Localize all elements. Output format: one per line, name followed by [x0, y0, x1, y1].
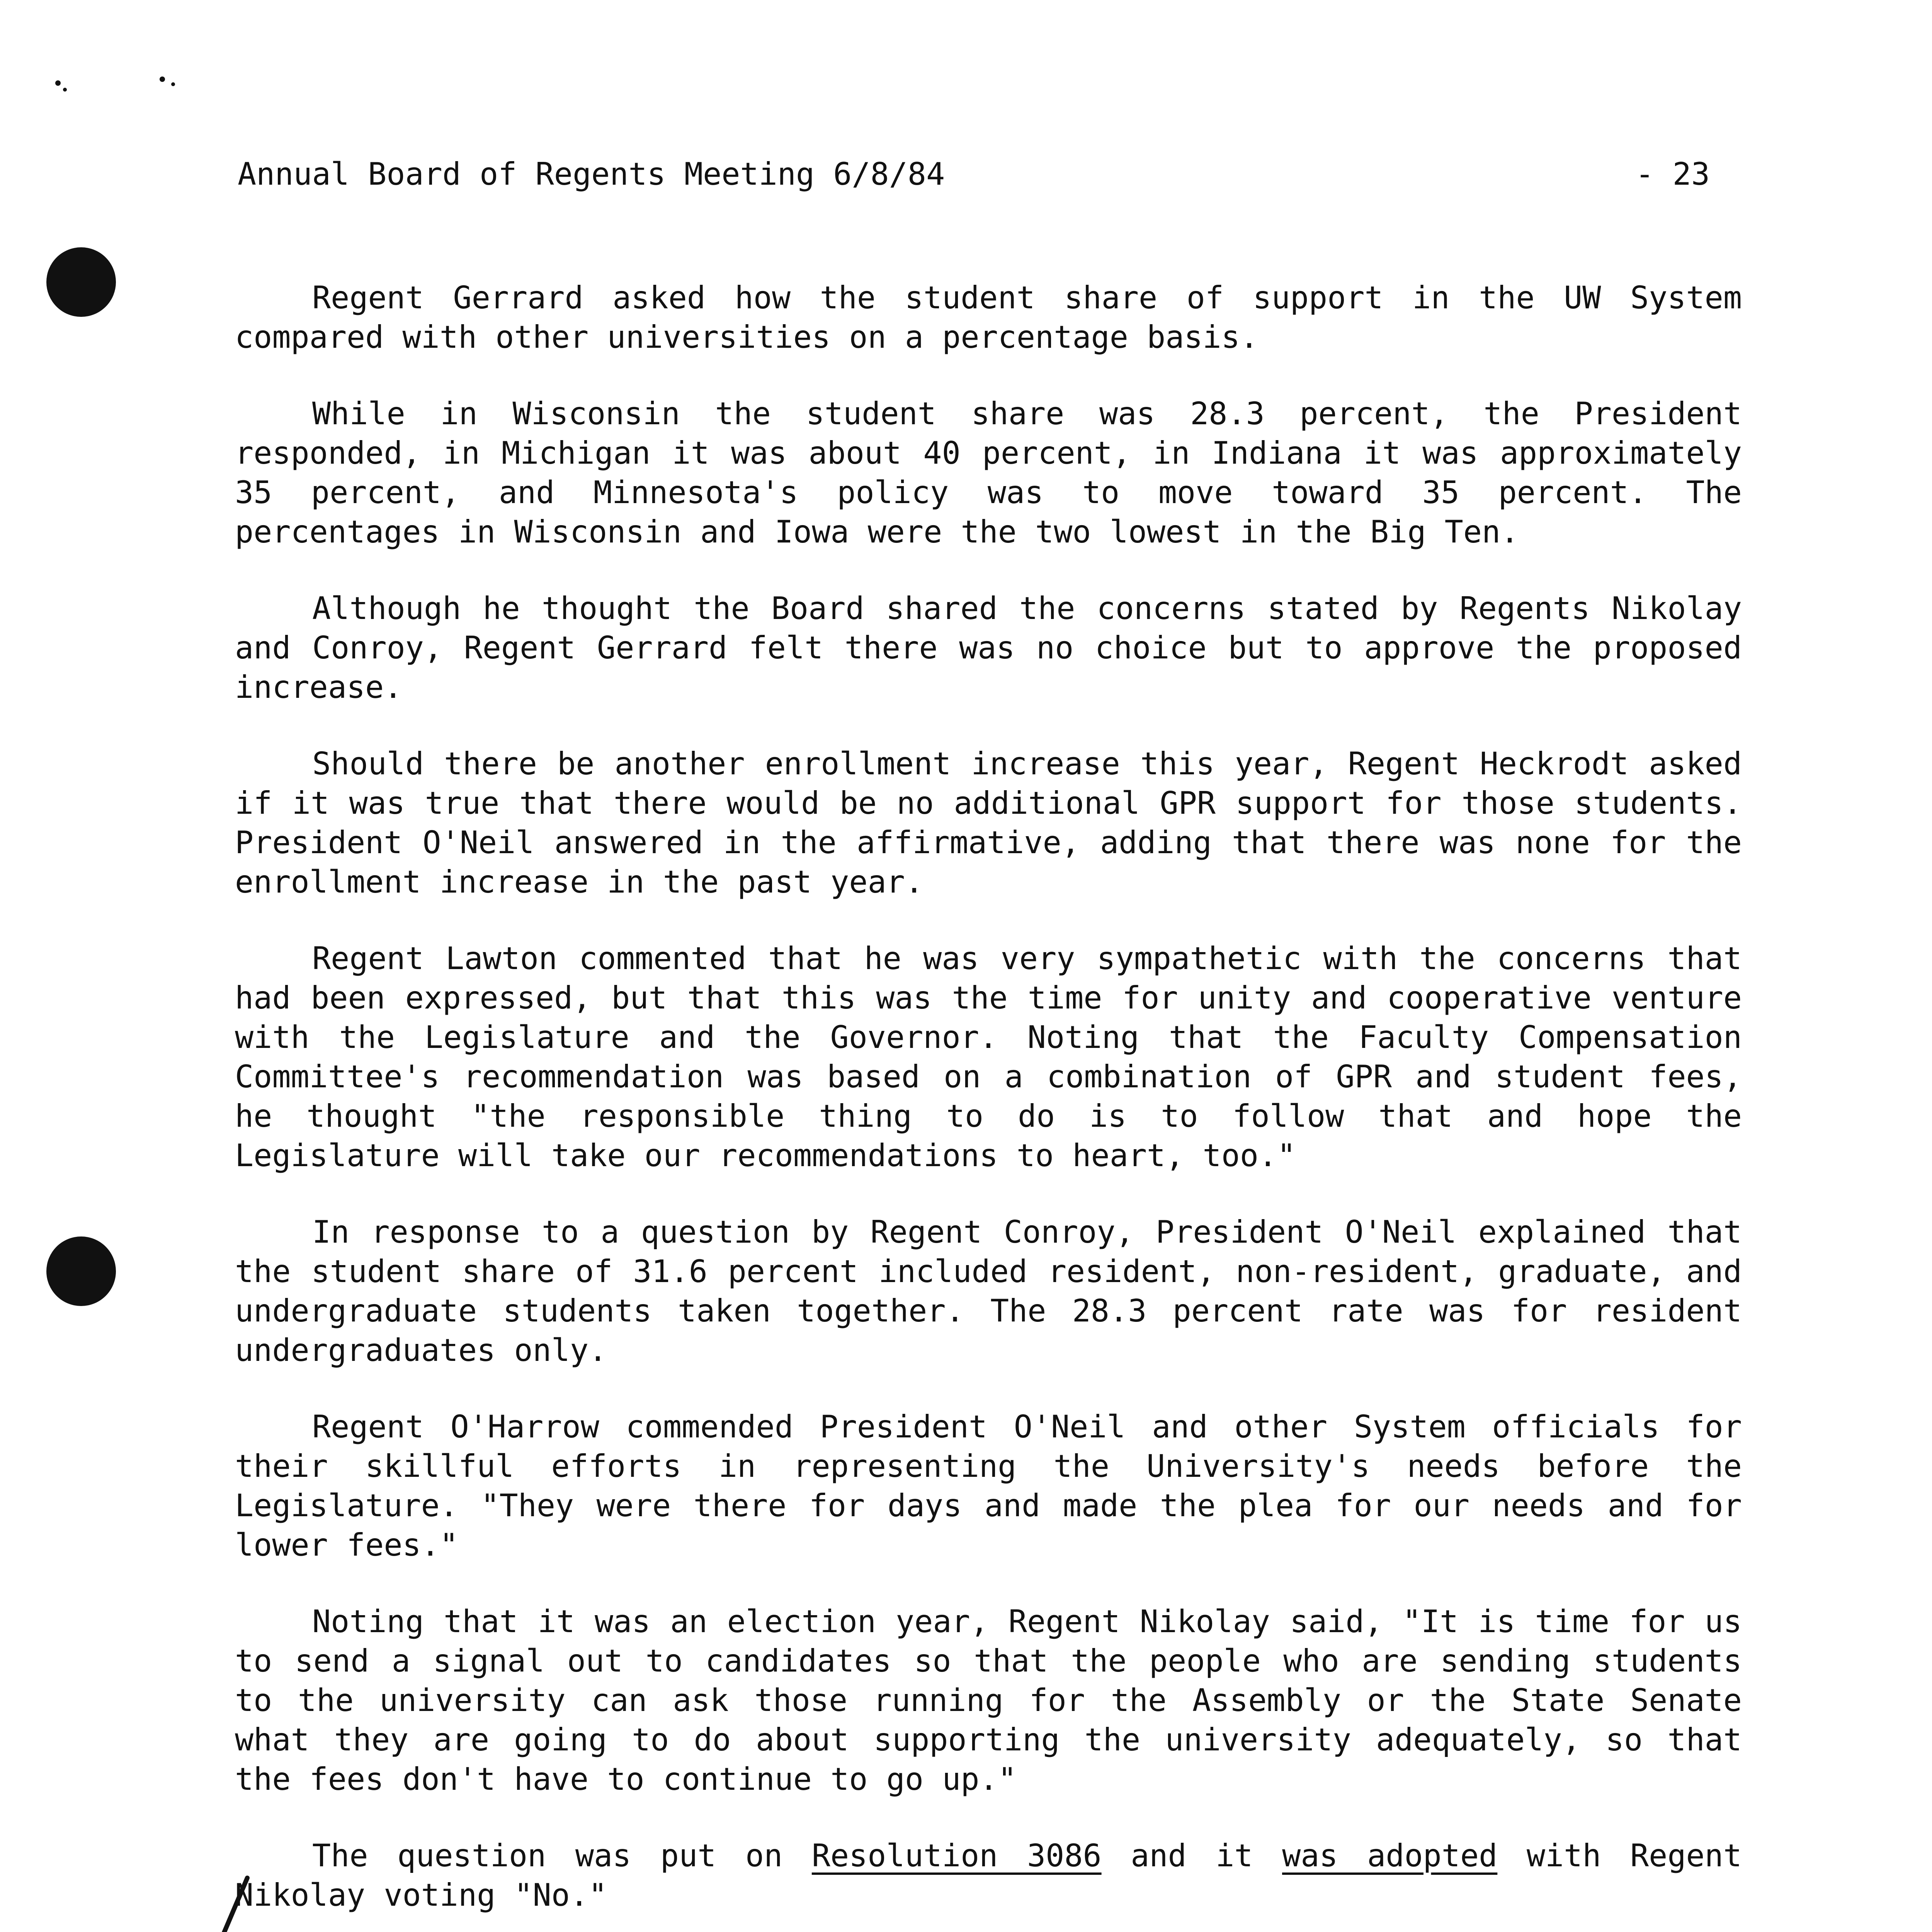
paragraph-gerrard-question: Regent Gerrard asked how the student share of support in the UW System compared with other universities on a percentage basis. [235, 280, 1742, 355]
vote-lead: The question was put on [312, 1838, 812, 1874]
paragraph-heckrodt-question: Should there be another enrollment increase this year, Regent Heckrodt asked if it was true that there would be no additional GPR support for those students. President O'Neil answered in the affirmative, adding that there was none for the enrollment increase in the past year. [235, 746, 1742, 900]
paragraph-conroy-question: In response to a question by Regent Conroy, President O'Neil explained that the student share of 31.6 percent included resident, non-resident, graduate, and undergraduate students taken together. The 28.3 percent rate was for resident undergraduates only. [235, 1214, 1742, 1368]
paragraph-vote [235, 1836, 1742, 1915]
vote-middle: and it [1101, 1838, 1282, 1874]
header-title: Annual Board of Regents Meeting 6/8/84 [238, 156, 945, 192]
resolution-reference: Resolution 3086 [811, 1838, 1102, 1874]
minutes-body [235, 278, 1742, 1932]
paragraph-nikolay-statement: Noting that it was an election year, Regent Nikolay said, "It is time for us to send a signal out to candidates so that the people who are sending students to the university can ask those running for the Assembly or the State Senate what they are going to do about supporting the university adequately, so that the fees don't have to continue to go up." [235, 1604, 1742, 1797]
page-number: - 23 [1635, 156, 1710, 192]
paragraph-oharrow-comment: Regent O'Harrow commended President O'Neil and other System officials for their skillful efforts in representing the University's needs before the Legislature. "They were there for days and made the plea for our needs and for lower fees." [235, 1409, 1742, 1563]
check-mark-icon [162, 1878, 247, 1932]
paragraph-lawton-comment: Regent Lawton commented that he was very sympathetic with the concerns that had been expressed, but that this was the time for unity and cooperative venture with the Legislature and the Governor. Noting that the Faculty Compensation Committee's recommendation was based on a combination of GPR and student fees, he thought "the responsible thing to do is to follow that and hope the Legislature will take our recommendations to heart, too." [235, 940, 1742, 1173]
punch-hole-top [46, 247, 116, 317]
paragraph-president-response: While in Wisconsin the student share was 28.3 percent, the President responded, in Michigan it was about 40 percent, in Indiana it was approximately 35 percent, and Minnesota's policy was to move toward 35 percent. The percentages in Wisconsin and Iowa were the two lowest in the Big Ten. [235, 396, 1742, 550]
vote-tail: with Regent Nikolay voting "No." [235, 1838, 1742, 1913]
punch-hole-middle [46, 1236, 116, 1306]
paragraph-gerrard-approval: Although he thought the Board shared the concerns stated by Regents Nikolay and Conroy, Regent Gerrard felt there was no choice but to approve the proposed increase. [235, 590, 1742, 705]
vote-adopted: was adopted [1282, 1838, 1498, 1874]
scan-specks [0, 0, 1932, 155]
